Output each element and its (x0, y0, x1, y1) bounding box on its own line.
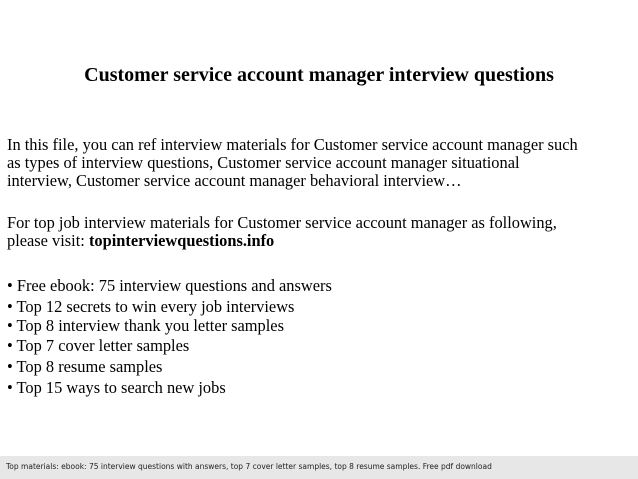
visit-line: For top job interview materials for Customer service account manager as following, (7, 213, 557, 232)
bullet-item: • Top 8 resume samples (7, 357, 163, 376)
visit-line-site (7, 232, 635, 250)
bullet-item: • Top 15 ways to search new jobs (7, 378, 226, 397)
page-title: Customer service account manager interview questions (84, 64, 554, 86)
bullet-item: • Top 7 cover letter samples (7, 336, 190, 355)
intro-line: as types of interview questions, Customer service account manager situational (7, 153, 520, 172)
footer-text: Top materials: ebook: 75 interview questions with answers, top 7 cover letter samples, top 8 resume samples. Free pdf download (6, 462, 492, 471)
footer-bar (0, 456, 638, 479)
bullet-item: • Free ebook: 75 interview questions and answers (7, 276, 332, 295)
intro-paragraph (7, 136, 635, 190)
intro-line: In this file, you can ref interview materials for Customer service account manager such (7, 135, 578, 154)
bullet-list (7, 275, 635, 398)
visit-prefix: please visit: (7, 231, 89, 250)
visit-paragraph (7, 214, 635, 250)
bullet-item: • Top 8 interview thank you letter samples (7, 316, 284, 335)
intro-line: interview, Customer service account manager behavioral interview… (7, 171, 462, 190)
bullet-item: • Top 12 secrets to win every job interviews (7, 297, 295, 316)
site-link[interactable]: topinterviewquestions.info (88, 231, 275, 250)
